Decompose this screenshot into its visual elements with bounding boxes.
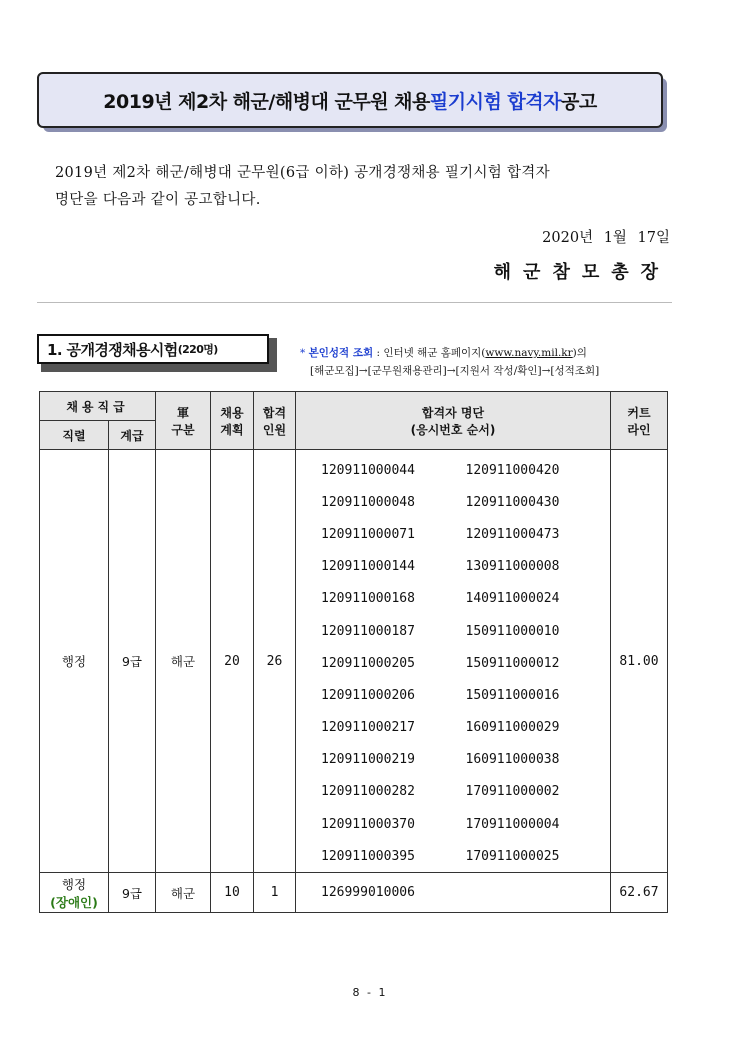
grade-cell: 9급 [109,450,156,873]
passer-id: 150911000010 [465,623,560,639]
section-title: 1. 공개경쟁채용시험 [47,340,178,359]
section-count: (220명) [177,343,218,356]
header-pass [254,392,296,450]
passer-id: 120911000168 [321,591,415,607]
passer-id: 150911000012 [465,655,560,671]
passer-id: 120911000187 [321,623,415,639]
passer-id-row [296,454,610,486]
passer-id-row [296,518,610,550]
passer-id: 120911000370 [321,816,415,832]
table-row [40,450,668,873]
intro-line-2: 명단을 다음과 같이 공고합니다. [55,192,261,208]
header-cutline [611,392,668,450]
header-pass-top: 합격 [262,405,287,420]
passer-id: 120911000044 [321,462,415,478]
header-cutline-bottom: 라인 [627,422,651,437]
page-number: 8 - 1 [352,986,388,999]
cutline-cell: 62.67 [611,873,668,913]
passer-list-cell [296,873,611,913]
passer-list-cell [296,450,611,873]
passer-id: 120911000048 [321,494,415,510]
note-bullet: * [300,347,306,359]
header-job: 직렬 [40,421,109,450]
header-list-top: 합격자 명단 [421,405,485,420]
header-force [156,392,211,450]
title-banner [37,72,667,132]
note-text-before: : 인터넷 해군 홈페이지( [373,347,486,359]
navy-homepage-link[interactable]: www.navy.mil.kr [485,347,573,359]
passer-id-row [296,840,610,872]
passer-id: 120911000430 [465,494,560,510]
grade-cell: 9급 [109,873,156,913]
header-cutline-top: 커트 [627,405,651,420]
plan-cell: 10 [211,873,254,913]
passer-id-row [296,486,610,518]
passer-id-row [296,776,610,808]
cutline-cell: 81.00 [611,450,668,873]
title-suffix: 공고 [560,90,597,113]
note-text-after: )의 [572,347,587,359]
passer-id: 120911000219 [321,752,415,768]
passer-id-row [296,551,610,583]
passer-id: 170911000004 [465,816,560,832]
header-force-char: 軍 [176,405,189,420]
passer-id: 170911000025 [465,848,560,864]
passer-id: 120911000205 [321,655,415,671]
intro-paragraph [55,160,675,214]
passer-id: 120911000473 [465,526,560,542]
results-table [39,391,668,913]
header-list [296,392,611,450]
passer-id-row [296,808,610,840]
header-plan-bottom: 계획 [220,422,244,437]
header-pass-bottom: 인원 [262,422,287,437]
passer-id: 160911000038 [465,752,560,768]
passer-id-row [296,679,610,711]
pass-cell: 26 [254,450,296,873]
note-line-2: [해군모집]→[군무원채용관리]→[지원서 작성/확인]→[성적조회] [310,365,600,377]
page-title [37,72,663,128]
note-label: 본인성적 조회 [308,347,374,359]
header-list-bottom: (응시번호 순서) [410,422,496,437]
pass-cell: 1 [254,873,296,913]
announcement-date: 2020년 1월 17일 [542,230,670,246]
passer-id-row [296,877,610,909]
passer-id-row [296,647,610,679]
job-cell: 행정 [40,450,109,873]
force-cell: 해군 [156,450,211,873]
passer-id: 140911000024 [465,591,560,607]
score-inquiry-note [300,344,599,380]
passer-id: 120911000217 [321,720,415,736]
intro-line-1: 2019년 제2차 해군/해병대 군무원(6급 이하) 공개경쟁채용 필기시험 합격자 [55,165,550,181]
passer-id: 150911000016 [465,687,560,703]
passer-id: 120911000420 [465,462,560,478]
header-grade: 계급 [109,421,156,450]
passer-id: 120911000282 [321,784,415,800]
title-prefix: 2019년 제2차 해군/해병대 군무원 채용 [103,90,430,113]
passer-id-row [296,712,610,744]
passer-id-row [296,615,610,647]
header-force-label: 구분 [171,422,195,437]
header-plan-top: 채용 [220,405,244,420]
header-plan [211,392,254,450]
passer-id: 170911000002 [465,784,560,800]
passer-id: 120911000395 [321,848,415,864]
job-sub-label: (장애인) [50,894,98,910]
plan-cell: 20 [211,450,254,873]
force-cell: 해군 [156,873,211,913]
job-cell [40,873,109,913]
passer-id: 126999010006 [321,885,415,901]
divider [37,302,672,303]
passer-id: 120911000206 [321,687,415,703]
title-highlight: 필기시험 합격자 [429,90,561,113]
issuer: 해군참모총장 [493,262,670,283]
passer-id-row [296,583,610,615]
passer-id: 120911000144 [321,559,415,575]
passer-id: 120911000071 [321,526,415,542]
passer-id: 160911000029 [465,720,560,736]
header-recruit-rank: 채용직급 [40,392,156,421]
note-line-1 [300,344,599,362]
passer-id: 130911000008 [465,559,560,575]
job-label: 행정 [61,876,87,892]
passer-id-row [296,744,610,776]
section-heading [37,334,277,372]
table-row [40,873,668,913]
section-title-box [37,334,269,364]
